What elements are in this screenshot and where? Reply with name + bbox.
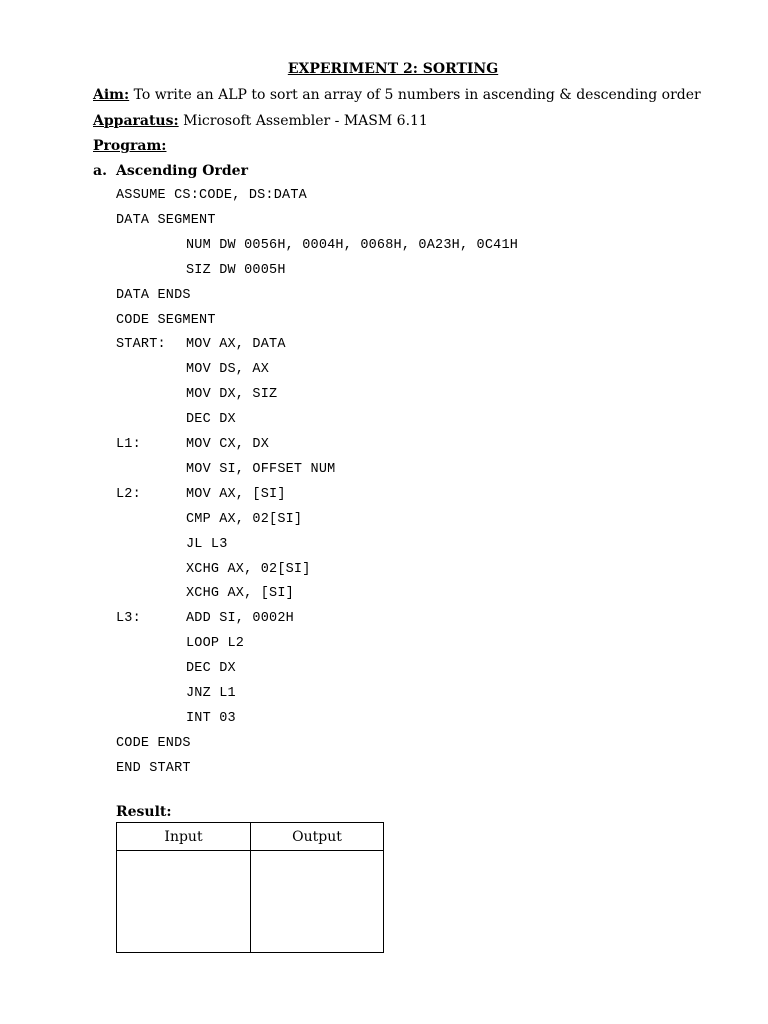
code-line	[116, 760, 676, 778]
input-column-header: Input	[117, 823, 251, 851]
code-line	[116, 287, 676, 305]
code-instruction: SIZ DW 0005H	[186, 262, 286, 278]
code-instruction: LOOP L2	[186, 636, 245, 652]
code-line	[116, 212, 676, 230]
aim-line	[93, 86, 701, 104]
code-line	[116, 511, 676, 529]
code-block	[116, 187, 676, 787]
code-instruction: DEC DX	[186, 661, 236, 677]
code-line	[116, 361, 676, 379]
code-instruction: CMP AX, 02[SI]	[186, 511, 303, 527]
code-line	[116, 635, 676, 653]
code-label: ASSUME CS:CODE, DS:DATA	[116, 188, 307, 203]
code-label: L1:	[116, 437, 141, 452]
code-instruction: NUM DW 0056H, 0004H, 0068H, 0A23H, 0C41H	[186, 237, 519, 253]
code-line	[116, 660, 676, 678]
code-label: L3:	[116, 611, 141, 627]
code-line	[116, 386, 676, 404]
code-line	[116, 187, 676, 205]
code-label: CODE SEGMENT	[116, 312, 216, 328]
code-line	[116, 461, 676, 479]
code-instruction: XCHG AX, [SI]	[186, 586, 294, 602]
code-instruction: XCHG AX, 02[SI]	[186, 561, 311, 577]
apparatus-label: Apparatus:	[93, 113, 179, 129]
code-label: START:	[116, 337, 166, 353]
section-marker: a.	[93, 163, 107, 179]
code-line	[116, 436, 676, 454]
code-line	[116, 262, 676, 280]
result-table	[116, 822, 384, 953]
code-line	[116, 610, 676, 628]
code-line	[116, 685, 676, 703]
code-instruction: DEC DX	[186, 412, 236, 428]
code-instruction: MOV CX, DX	[186, 437, 270, 452]
code-instruction: INT 03	[186, 710, 236, 726]
code-instruction: MOV AX, [SI]	[186, 486, 286, 502]
output-cell	[251, 851, 384, 953]
apparatus-line	[93, 112, 428, 130]
code-line	[116, 312, 676, 330]
apparatus-text: Microsoft Assembler - MASM 6.11	[178, 113, 428, 129]
code-line	[116, 536, 676, 554]
section-title: Ascending Order	[116, 163, 248, 179]
code-instruction: MOV SI, OFFSET NUM	[186, 461, 336, 477]
code-line	[116, 411, 676, 429]
code-label: L2:	[116, 486, 141, 502]
result-label: Result:	[116, 804, 172, 820]
code-line	[116, 585, 676, 603]
code-line	[116, 710, 676, 728]
code-line	[116, 735, 676, 753]
program-label: Program:	[93, 138, 167, 154]
code-instruction: MOV DS, AX	[186, 362, 270, 378]
aim-label: Aim:	[93, 87, 130, 103]
aim-text: To write an ALP to sort an array of 5 numbers in ascending & descending order	[129, 87, 701, 103]
output-column-header: Output	[251, 823, 384, 851]
code-line	[116, 237, 676, 255]
code-instruction: JNZ L1	[186, 686, 236, 701]
code-label: END START	[116, 760, 191, 776]
code-line	[116, 561, 676, 579]
document-title: EXPERIMENT 2: SORTING	[287, 61, 499, 77]
code-label: DATA SEGMENT	[116, 212, 216, 228]
code-line	[116, 336, 676, 354]
table-header-row	[117, 823, 384, 851]
input-cell	[117, 851, 251, 953]
code-label: DATA ENDS	[116, 287, 191, 303]
code-label: CODE ENDS	[116, 735, 191, 751]
code-instruction: JL L3	[186, 536, 228, 552]
code-line	[116, 486, 676, 504]
code-instruction: MOV AX, DATA	[186, 337, 286, 353]
code-instruction: ADD SI, 0002H	[186, 611, 294, 627]
code-instruction: MOV DX, SIZ	[186, 387, 278, 403]
table-row	[117, 851, 384, 953]
